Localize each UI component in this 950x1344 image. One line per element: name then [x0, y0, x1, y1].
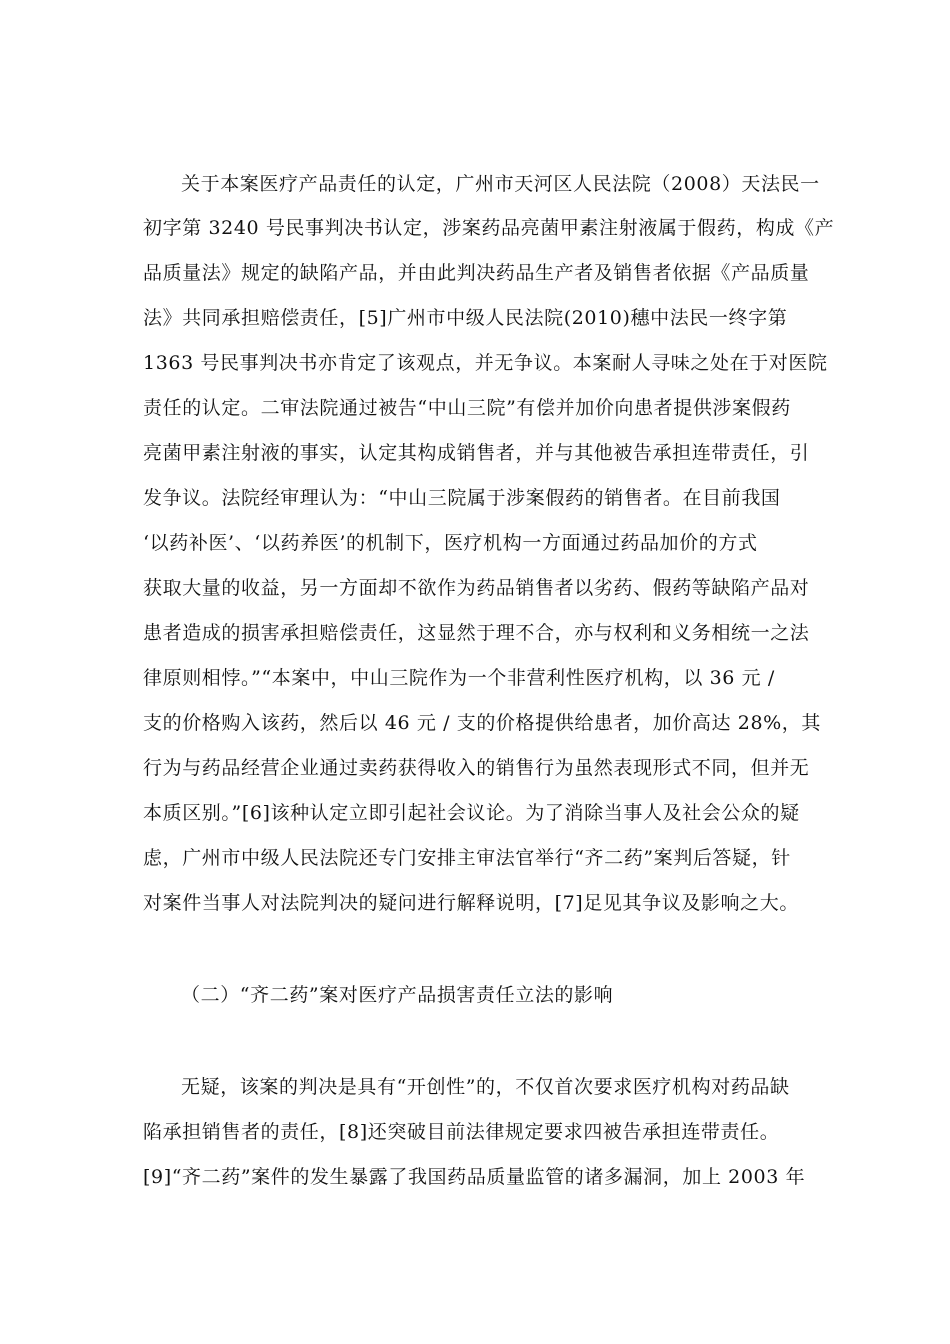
paragraph-1-line-12: 律原则相悖。”“本案中，中山三院作为一个非营利性医疗机构，以 36 元 /: [143, 667, 775, 689]
paragraph-1-line-13: 支的价格购入该药，然后以 46 元 / 支的价格提供给患者，加价高达 28%，其: [143, 712, 822, 734]
paragraph-1-line-7: 亮菌甲素注射液的事实，认定其构成销售者，并与其他被告承担连带责任，引: [143, 442, 810, 464]
paragraph-2-line-2: 陷承担销售者的责任，[8]还突破目前法律规定要求四被告承担连带责任。: [143, 1121, 780, 1143]
paragraph-1-line-1: 关于本案医疗产品责任的认定，广州市天河区人民法院（2008）天法民一: [181, 173, 820, 195]
paragraph-1-line-2: 初字第 3240 号民事判决书认定，涉案药品亮菌甲素注射液属于假药，构成《产: [143, 217, 835, 239]
paragraph-1-line-10: 获取大量的收益，另一方面却不欲作为药品销售者以劣药、假药等缺陷产品对: [143, 577, 810, 599]
paragraph-1-line-15: 本质区别。”[6]该种认定立即引起社会议论。为了消除当事人及社会公众的疑: [143, 802, 800, 824]
section-heading: （二）“齐二药”案对医疗产品损害责任立法的影响: [181, 984, 614, 1006]
paragraph-1-line-9: ‘以药补医’、‘以药养医’的机制下，医疗机构一方面通过药品加价的方式: [143, 532, 758, 554]
paragraph-1-line-5: 1363 号民事判决书亦肯定了该观点，并无争议。本案耐人寻味之处在于对医院: [143, 352, 828, 374]
paragraph-1-line-11: 患者造成的损害承担赔偿责任，这显然于理不合，亦与权利和义务相统一之法: [143, 622, 810, 644]
paragraph-2-line-1: 无疑，该案的判决是具有“开创性”的，不仅首次要求医疗机构对药品缺: [181, 1076, 790, 1098]
paragraph-1-line-4: 法》共同承担赔偿责任，[5]广州市中级人民法院(2010)穗中法民一终字第: [143, 307, 788, 329]
paragraph-1-line-3: 品质量法》规定的缺陷产品，并由此判决药品生产者及销售者依据《产品质量: [143, 262, 810, 284]
paragraph-1-line-16: 虑，广州市中级人民法院还专门安排主审法官举行“齐二药”案判后答疑，针: [143, 847, 791, 869]
paragraph-1-line-8: 发争议。法院经审理认为：“中山三院属于涉案假药的销售者。在目前我国: [143, 487, 781, 509]
paragraph-1-line-14: 行为与药品经营企业通过卖药获得收入的销售行为虽然表现形式不同，但并无: [143, 757, 810, 779]
paragraph-1-line-17: 对案件当事人对法院判决的疑问进行解释说明，[7]足见其争议及影响之大。: [143, 892, 799, 914]
paragraph-2-line-3: [9]“齐二药”案件的发生暴露了我国药品质量监管的诸多漏洞，加上 2003 年: [143, 1166, 806, 1188]
paragraph-1-line-6: 责任的认定。二审法院通过被告“中山三院”有偿并加价向患者提供涉案假药: [143, 397, 791, 419]
